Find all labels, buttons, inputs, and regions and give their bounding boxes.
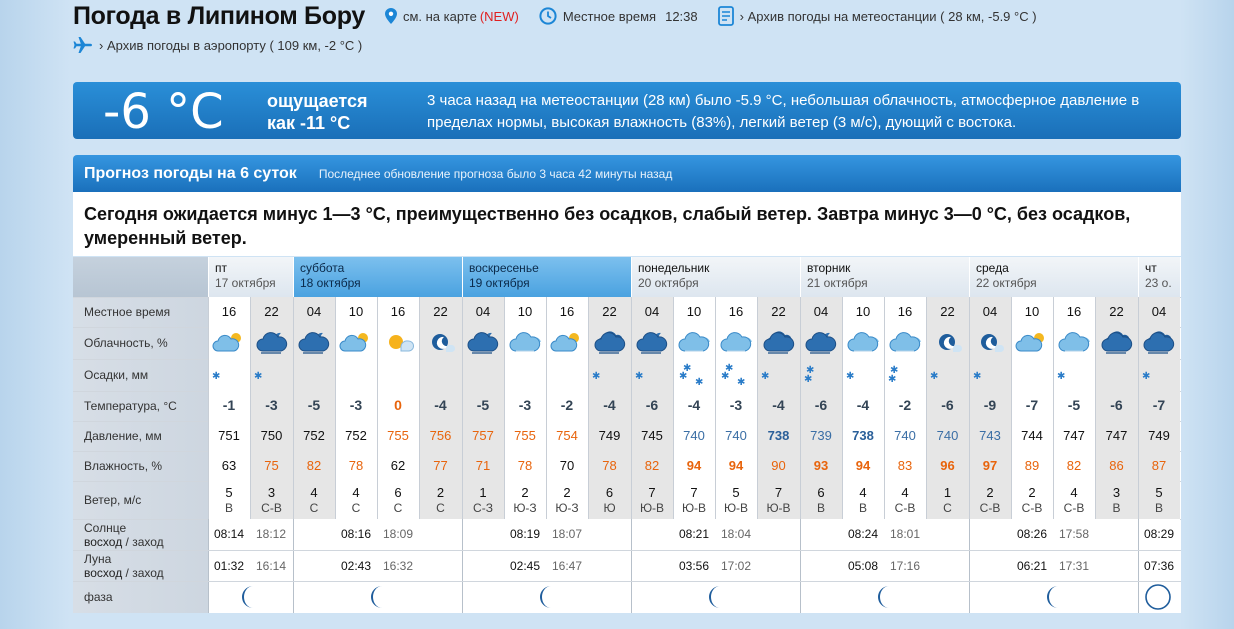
slot-wind-speed: 4 bbox=[1070, 485, 1078, 500]
overcast-night-icon bbox=[1100, 329, 1134, 360]
slot-temperature: -4 bbox=[603, 397, 616, 413]
slot-temperature: -1 bbox=[222, 397, 236, 413]
current-temperature: -6 °C bbox=[103, 84, 224, 140]
slot-wind-speed: 3 bbox=[1112, 485, 1121, 500]
slot-temperature: -6 bbox=[1110, 397, 1123, 413]
moonrise-time: 01:32 bbox=[214, 559, 245, 573]
day-header bbox=[1138, 257, 1180, 297]
clear-night-icon bbox=[973, 329, 1007, 360]
sunrise-time: 08:24 bbox=[848, 527, 879, 541]
snowflake-icon: ✱ bbox=[761, 371, 770, 382]
cloudy-day-icon bbox=[508, 329, 542, 360]
sunset-time: 18:12 bbox=[256, 527, 287, 541]
slot-wind-speed: 2 bbox=[521, 485, 529, 500]
slot-pressure: 755 bbox=[514, 428, 536, 443]
slot-pressure: 750 bbox=[260, 428, 283, 443]
cloudy-night-icon bbox=[804, 329, 838, 360]
slot-pressure: 740 bbox=[936, 428, 959, 443]
slot-pressure: 738 bbox=[767, 428, 790, 443]
feels-like-line2: как -11 °C bbox=[267, 113, 351, 133]
map-link-label[interactable]: см. на карте bbox=[402, 8, 477, 24]
sun-sub-a: восход bbox=[84, 534, 123, 549]
slot-temperature: -2 bbox=[560, 397, 574, 413]
clear-night-icon bbox=[424, 329, 458, 360]
snowflake-icon: ✱ bbox=[1142, 371, 1151, 382]
snowflake-icon: ✱ bbox=[1057, 371, 1066, 382]
slot-wind-speed: 2 bbox=[1028, 485, 1036, 500]
slot-wind-direction: С bbox=[943, 501, 952, 515]
slot-wind-speed: 4 bbox=[352, 485, 360, 500]
clear-night-icon bbox=[931, 329, 965, 360]
slot-time: 10 bbox=[855, 304, 871, 319]
slot-humidity: 94 bbox=[855, 458, 871, 473]
sunrise-time: 08:29 bbox=[1144, 527, 1175, 541]
day-name: вторник bbox=[807, 261, 851, 275]
row-label-sun bbox=[73, 519, 208, 550]
slot-pressure: 752 bbox=[303, 428, 325, 443]
station-archive-link[interactable] bbox=[718, 6, 1037, 26]
slot-wind-direction: В bbox=[816, 501, 825, 515]
slot-temperature: -6 bbox=[941, 397, 954, 413]
slot-humidity: 71 bbox=[475, 458, 491, 473]
slot-pressure: 749 bbox=[1148, 428, 1170, 443]
moonset-time: 17:31 bbox=[1059, 559, 1090, 573]
table-corner bbox=[73, 257, 208, 297]
slot-humidity: 78 bbox=[348, 458, 364, 473]
day-name: воскресенье bbox=[469, 261, 539, 275]
feels-like-line1: ощущается bbox=[267, 91, 368, 111]
row-label-wind: Ветер, м/с bbox=[73, 481, 208, 519]
slot-wind-speed: 6 bbox=[605, 485, 614, 500]
day-separator bbox=[293, 519, 294, 613]
slot-temperature: -5 bbox=[476, 397, 490, 413]
slot-humidity: 62 bbox=[390, 458, 406, 473]
slot-wind-speed: 5 bbox=[732, 485, 740, 500]
slot-humidity: 97 bbox=[982, 458, 998, 473]
slot-temperature: -4 bbox=[434, 397, 447, 413]
forecast-updated: Последнее обновление прогноза было 3 часа 42 минуты назад bbox=[318, 166, 673, 181]
airport-archive-link[interactable] bbox=[73, 36, 362, 54]
slot-time: 16 bbox=[1066, 304, 1082, 319]
slot-wind-direction: Ю bbox=[603, 501, 616, 515]
crescent-moon-icon bbox=[367, 584, 389, 615]
snowflake-icon: ✱ bbox=[930, 371, 939, 382]
slot-humidity: 94 bbox=[686, 458, 702, 473]
cloudy-night-icon bbox=[466, 329, 500, 360]
slot-wind-direction: С-В bbox=[1021, 501, 1043, 515]
moonrise-time: 05:08 bbox=[848, 559, 879, 573]
day-name: среда bbox=[976, 261, 1009, 275]
slot-temperature: -3 bbox=[349, 397, 363, 413]
slot-temperature: -5 bbox=[1067, 397, 1081, 413]
moonrise-time: 02:43 bbox=[341, 559, 372, 573]
slot-wind-speed: 1 bbox=[479, 485, 487, 500]
station-archive-label[interactable]: › Архив погоды на метеостанции ( 28 км, -5.9 °C ) bbox=[739, 8, 1037, 24]
slot-pressure: 740 bbox=[725, 428, 747, 443]
local-time bbox=[539, 7, 698, 25]
partly-cloudy-day-icon bbox=[212, 329, 246, 360]
slot-pressure: 751 bbox=[218, 428, 240, 443]
crescent-moon-icon bbox=[1043, 584, 1065, 615]
partly-cloudy-day-icon bbox=[1015, 329, 1049, 360]
slot-time: 10 bbox=[517, 304, 533, 319]
moon-sub-a: восход bbox=[84, 565, 123, 580]
header-bar bbox=[73, 0, 1037, 32]
row-label-humidity: Влажность, % bbox=[73, 451, 208, 481]
sunny-icon bbox=[381, 329, 415, 360]
row-label-precip: Осадки, мм bbox=[73, 359, 208, 391]
forecast-table bbox=[73, 257, 1181, 613]
snowflake-icon: ✱ bbox=[592, 371, 601, 382]
crescent-moon-icon bbox=[705, 584, 727, 615]
slot-temperature: -3 bbox=[518, 397, 532, 413]
slot-time: 16 bbox=[897, 304, 913, 319]
snowflake-icon: ✱ bbox=[888, 374, 897, 385]
day-date: 21 октября bbox=[807, 276, 868, 290]
day-name: чт bbox=[1145, 261, 1157, 275]
moonset-time: 17:16 bbox=[890, 559, 921, 573]
row-label-phase: фаза bbox=[73, 581, 208, 613]
slot-wind-speed: 5 bbox=[225, 485, 233, 500]
sunrise-time: 08:16 bbox=[341, 527, 372, 541]
snowflake-icon: ✱ bbox=[725, 363, 734, 374]
slot-pressure: 752 bbox=[345, 428, 367, 443]
slot-humidity: 94 bbox=[728, 458, 744, 473]
snowflake-icon: ✱ bbox=[806, 365, 815, 376]
slot-pressure: 738 bbox=[852, 428, 874, 443]
slot-temperature: -3 bbox=[729, 397, 743, 413]
slot-pressure: 756 bbox=[429, 428, 452, 443]
moonrise-time: 03:56 bbox=[679, 559, 710, 573]
local-time-value: 12:38 bbox=[665, 8, 698, 24]
row-label-temp: Температура, °C bbox=[73, 391, 208, 421]
cloudy-day-icon bbox=[677, 329, 711, 360]
day-date: 22 октября bbox=[976, 276, 1037, 290]
row-label-clouds: Облачность, % bbox=[73, 327, 208, 359]
snowflake-icon: ✱ bbox=[890, 365, 899, 376]
slot-temperature: -6 bbox=[814, 397, 828, 413]
slot-wind-direction: С-В bbox=[979, 501, 1001, 515]
snowflake-icon: ✱ bbox=[804, 374, 813, 385]
cloudy-night-icon bbox=[255, 329, 289, 360]
crescent-moon-icon bbox=[536, 584, 558, 615]
slot-time: 16 bbox=[559, 304, 575, 319]
new-moon-icon bbox=[1144, 583, 1172, 616]
slot-wind-speed: 4 bbox=[901, 485, 909, 500]
slot-wind-direction: Ю-В bbox=[723, 501, 749, 515]
slot-wind-speed: 6 bbox=[394, 485, 402, 500]
slot-wind-direction: С bbox=[436, 501, 445, 515]
slot-pressure: 739 bbox=[810, 428, 832, 443]
day-header bbox=[800, 257, 969, 297]
slot-temperature: -4 bbox=[687, 397, 701, 413]
slot-humidity: 78 bbox=[517, 458, 533, 473]
slot-pressure: 740 bbox=[894, 428, 916, 443]
slot-wind-direction: С-В bbox=[894, 501, 916, 515]
current-description: 3 часа назад на метеостанции (28 км) было -5.9 °C, небольшая облачность, атмосферное давление в пределах нормы, высокая влажность (83%), легкий ветер (3 м/с), дующий с востока. bbox=[427, 92, 1140, 131]
slot-time: 04 bbox=[982, 304, 998, 319]
sunrise-time: 08:21 bbox=[679, 527, 710, 541]
cloudy-day-icon bbox=[719, 329, 753, 360]
slot-pressure: 747 bbox=[1063, 428, 1085, 443]
day-header bbox=[293, 257, 462, 297]
sunset-time: 17:58 bbox=[1059, 527, 1090, 541]
slot-humidity: 93 bbox=[813, 458, 829, 473]
slot-time: 04 bbox=[644, 304, 660, 319]
slot-temperature: -3 bbox=[265, 397, 278, 413]
cloudy-night-icon bbox=[297, 329, 331, 360]
slot-wind-direction: В bbox=[224, 501, 233, 515]
slot-time: 22 bbox=[940, 304, 955, 319]
slot-time: 04 bbox=[1151, 304, 1167, 319]
slot-temperature: -7 bbox=[1152, 397, 1166, 413]
moon-sub-b: / заход bbox=[122, 565, 164, 580]
slot-humidity: 86 bbox=[1109, 458, 1124, 473]
row-separator bbox=[208, 581, 1181, 582]
slot-time: 16 bbox=[390, 304, 406, 319]
day-separator bbox=[800, 519, 801, 613]
slot-humidity: 96 bbox=[940, 458, 955, 473]
slot-humidity: 70 bbox=[559, 458, 575, 473]
slot-humidity: 87 bbox=[1151, 458, 1167, 473]
moonrise-time: 07:36 bbox=[1144, 559, 1175, 573]
slot-humidity: 63 bbox=[221, 458, 237, 473]
snowflake-icon: ✱ bbox=[846, 371, 855, 382]
snowflake-icon: ✱ bbox=[737, 377, 746, 388]
slot-wind-speed: 7 bbox=[774, 485, 783, 500]
forecast-summary: Сегодня ожидается минус 1—3 °C, преимущественно без осадков, слабый ветер. Завтра минус 3—0 °C, без осадков, умеренный ветер. bbox=[73, 192, 1181, 256]
local-time-label: Местное время bbox=[562, 8, 657, 24]
snowflake-icon: ✱ bbox=[212, 371, 221, 382]
slot-temperature: 0 bbox=[394, 397, 402, 413]
sunset-time: 18:01 bbox=[890, 527, 921, 541]
snowflake-icon: ✱ bbox=[721, 371, 730, 382]
moonset-time: 17:02 bbox=[721, 559, 752, 573]
slot-wind-speed: 6 bbox=[817, 485, 825, 500]
sunrise-time: 08:26 bbox=[1017, 527, 1048, 541]
day-header bbox=[462, 257, 631, 297]
current-weather-panel bbox=[73, 82, 1181, 139]
slot-wind-direction: Ю-В bbox=[766, 501, 791, 515]
slot-pressure: 747 bbox=[1105, 428, 1128, 443]
slot-wind-speed: 3 bbox=[267, 485, 276, 500]
overcast-night-icon bbox=[593, 329, 627, 360]
sun-title: Солнце bbox=[84, 520, 127, 535]
slot-time: 04 bbox=[306, 304, 322, 319]
sunset-time: 18:07 bbox=[552, 527, 583, 541]
moonrise-time: 06:21 bbox=[1017, 559, 1048, 573]
row-label-moon bbox=[73, 550, 208, 581]
slot-wind-direction: Ю-В bbox=[639, 501, 665, 515]
slot-pressure: 754 bbox=[556, 428, 578, 443]
sunset-time: 18:04 bbox=[721, 527, 752, 541]
slot-wind-direction: С-В bbox=[1063, 501, 1085, 515]
slot-pressure: 743 bbox=[979, 428, 1001, 443]
slot-wind-speed: 4 bbox=[859, 485, 867, 500]
day-separator bbox=[1138, 519, 1139, 613]
cloudy-day-icon bbox=[846, 329, 880, 360]
slot-time: 04 bbox=[813, 304, 829, 319]
slot-time: 16 bbox=[728, 304, 744, 319]
slot-pressure: 749 bbox=[598, 428, 621, 443]
slot-humidity: 82 bbox=[644, 458, 660, 473]
weather-station-icon bbox=[718, 6, 734, 26]
slot-humidity: 75 bbox=[264, 458, 279, 473]
new-badge: (NEW) bbox=[479, 8, 519, 24]
slot-pressure: 740 bbox=[683, 428, 705, 443]
day-header bbox=[208, 257, 293, 297]
slot-temperature: -5 bbox=[307, 397, 321, 413]
overcast-night-icon bbox=[1142, 329, 1176, 360]
day-separator bbox=[969, 519, 970, 613]
snowflake-icon: ✱ bbox=[635, 371, 644, 382]
day-date: 20 октября bbox=[638, 276, 699, 290]
slot-wind-direction: Ю-З bbox=[513, 501, 537, 515]
day-header bbox=[631, 257, 800, 297]
snowflake-icon: ✱ bbox=[683, 363, 692, 374]
slot-wind-direction: В bbox=[1112, 501, 1121, 515]
day-name: понедельник bbox=[638, 261, 710, 275]
slot-temperature: -6 bbox=[645, 397, 659, 413]
feels-like bbox=[267, 90, 407, 134]
slot-wind-speed: 5 bbox=[1155, 485, 1163, 500]
slot-wind-speed: 4 bbox=[310, 485, 318, 500]
slot-wind-direction: С bbox=[351, 501, 361, 515]
moon-title: Луна bbox=[84, 551, 112, 566]
moonset-time: 16:47 bbox=[552, 559, 583, 573]
day-separator bbox=[462, 519, 463, 613]
slot-temperature: -7 bbox=[1025, 397, 1039, 413]
slot-humidity: 82 bbox=[1066, 458, 1082, 473]
slot-wind-direction: В bbox=[858, 501, 867, 515]
slot-time: 22 bbox=[602, 304, 617, 319]
slot-time: 10 bbox=[686, 304, 702, 319]
slot-temperature: -2 bbox=[898, 397, 912, 413]
sun-sub-b: / заход bbox=[122, 534, 164, 549]
slot-humidity: 82 bbox=[306, 458, 322, 473]
slot-time: 22 bbox=[433, 304, 448, 319]
clock-icon bbox=[539, 7, 557, 25]
row-label-time: Местное время bbox=[73, 297, 208, 327]
location-pin-icon bbox=[385, 8, 397, 24]
slot-wind-direction: В bbox=[1154, 501, 1163, 515]
map-link[interactable] bbox=[385, 8, 519, 24]
row-separator bbox=[208, 550, 1181, 551]
slot-humidity: 78 bbox=[602, 458, 617, 473]
slot-wind-speed: 7 bbox=[648, 485, 656, 500]
forecast-title: Прогноз погоды на 6 суток bbox=[84, 164, 297, 182]
slot-pressure: 744 bbox=[1021, 428, 1043, 443]
slot-temperature: -4 bbox=[772, 397, 785, 413]
day-date: 18 октября bbox=[300, 276, 361, 290]
moonset-time: 16:14 bbox=[256, 559, 287, 573]
crescent-moon-icon bbox=[238, 584, 260, 615]
slot-humidity: 90 bbox=[771, 458, 786, 473]
slot-wind-direction: С bbox=[309, 501, 319, 515]
airplane-icon bbox=[73, 36, 93, 54]
slot-temperature: -4 bbox=[856, 397, 870, 413]
slot-wind-speed: 2 bbox=[986, 485, 994, 500]
slot-temperature: -9 bbox=[983, 397, 997, 413]
day-header bbox=[969, 257, 1138, 297]
day-name: суббота bbox=[300, 261, 345, 275]
slot-humidity: 89 bbox=[1024, 458, 1040, 473]
snowflake-icon: ✱ bbox=[254, 371, 263, 382]
day-separator bbox=[631, 519, 632, 613]
cloudy-day-icon bbox=[1057, 329, 1091, 360]
snowflake-icon: ✱ bbox=[973, 371, 982, 382]
slot-time: 22 bbox=[771, 304, 786, 319]
row-label-pressure: Давление, мм bbox=[73, 421, 208, 451]
slot-wind-direction: С-В bbox=[261, 501, 282, 515]
day-date: 19 октября bbox=[469, 276, 530, 290]
slot-wind-speed: 1 bbox=[943, 485, 952, 500]
day-name: пт bbox=[215, 261, 227, 275]
day-date: 23 о. bbox=[1145, 276, 1172, 290]
slot-time: 04 bbox=[475, 304, 491, 319]
overcast-night-icon bbox=[762, 329, 796, 360]
moonrise-time: 02:45 bbox=[510, 559, 541, 573]
cloudy-day-icon bbox=[888, 329, 922, 360]
slot-wind-direction: Ю-З bbox=[555, 501, 579, 515]
page-title: Погода в Липином Бору bbox=[73, 1, 365, 30]
moonset-time: 16:32 bbox=[383, 559, 414, 573]
slot-time: 22 bbox=[264, 304, 279, 319]
snowflake-icon: ✱ bbox=[695, 377, 704, 388]
slot-time: 22 bbox=[1109, 304, 1124, 319]
crescent-moon-icon bbox=[874, 584, 896, 615]
forecast-header bbox=[73, 155, 1181, 192]
slot-wind-speed: 2 bbox=[563, 485, 571, 500]
slot-time: 10 bbox=[1024, 304, 1040, 319]
slot-pressure: 745 bbox=[641, 428, 663, 443]
slot-wind-speed: 2 bbox=[436, 485, 445, 500]
slot-humidity: 83 bbox=[897, 458, 913, 473]
day-separator bbox=[208, 519, 209, 613]
snowflake-icon: ✱ bbox=[679, 371, 688, 382]
sunrise-time: 08:19 bbox=[510, 527, 541, 541]
airport-archive-label[interactable]: › Архив погоды в аэропорту ( 109 км, -2 °C ) bbox=[99, 37, 363, 53]
slot-pressure: 755 bbox=[387, 428, 409, 443]
sunrise-time: 08:14 bbox=[214, 527, 245, 541]
slot-wind-direction: Ю-В bbox=[681, 501, 707, 515]
slot-pressure: 757 bbox=[472, 428, 494, 443]
slot-wind-direction: С-З bbox=[473, 501, 493, 515]
slot-humidity: 77 bbox=[433, 458, 448, 473]
partly-cloudy-day-icon bbox=[339, 329, 373, 360]
slot-time: 10 bbox=[348, 304, 364, 319]
slot-time: 16 bbox=[221, 304, 237, 319]
slot-wind-direction: С bbox=[393, 501, 403, 515]
partly-cloudy-day-icon bbox=[550, 329, 584, 360]
day-date: 17 октября bbox=[215, 276, 276, 290]
slot-wind-speed: 7 bbox=[690, 485, 698, 500]
cloudy-night-icon bbox=[635, 329, 669, 360]
sunset-time: 18:09 bbox=[383, 527, 414, 541]
